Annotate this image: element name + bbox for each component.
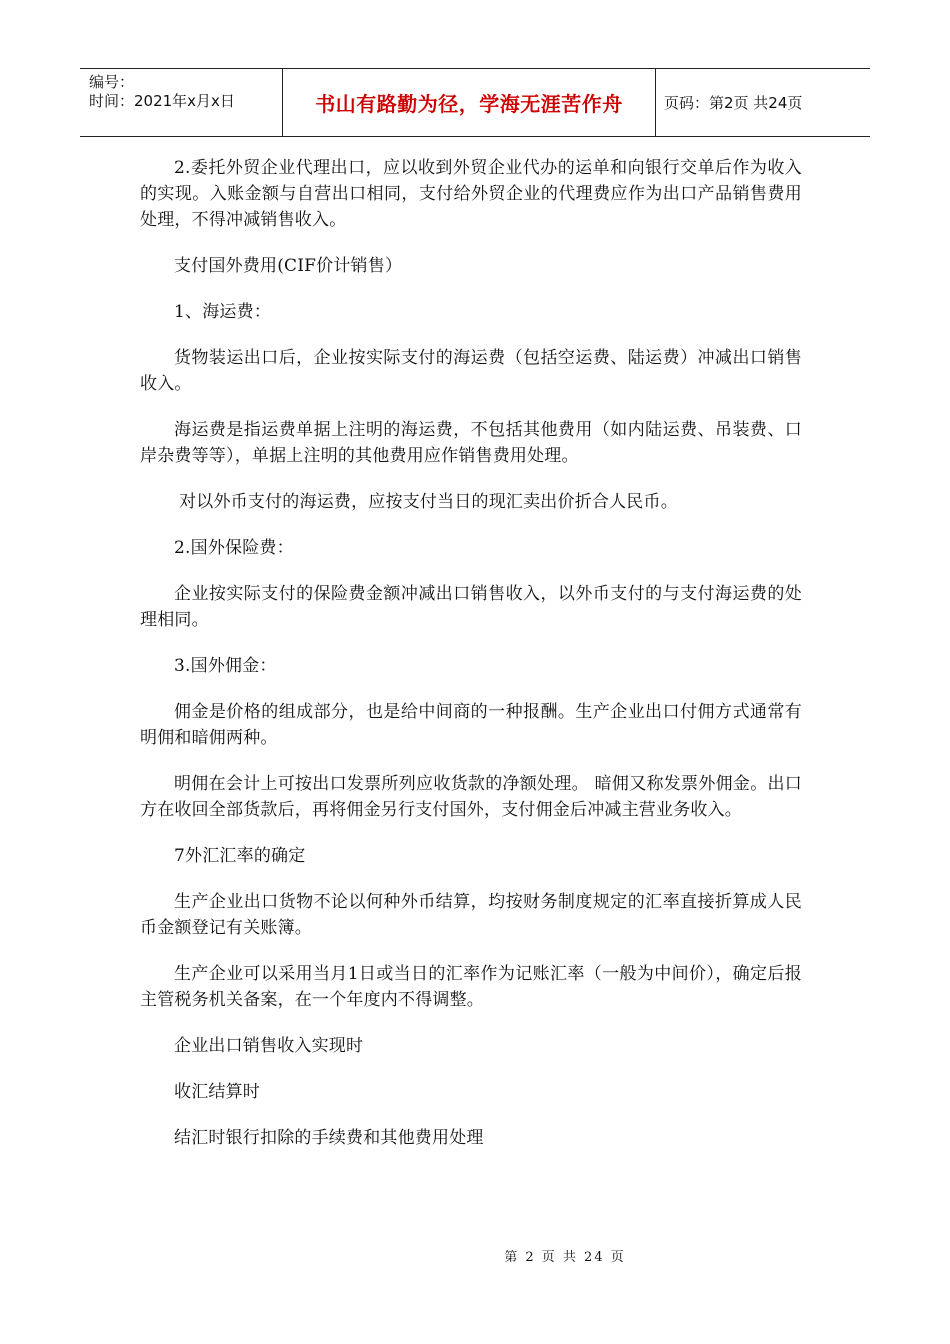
paragraph: 佣金是价格的组成部分，也是给中间商的一种报酬。生产企业出口付佣方式通常有明佣和暗佣两种。 (140, 702, 802, 748)
time-label: 时间：2021年x月x日 (89, 92, 235, 110)
paragraph: 货物装运出口后，企业按实际支付的海运费（包括空运费、陆运费）冲减出口销售收入。 (140, 348, 802, 394)
number-label: 编号： (89, 73, 135, 91)
header-motto: 书山有路勤为径，学海无涯苦作舟 (283, 69, 656, 136)
paragraph: 收汇结算时 (174, 1082, 260, 1102)
page-header (80, 68, 870, 137)
paragraph: 明佣在会计上可按出口发票所列应收货款的净额处理。 暗佣又称发票外佣金。出口方在收回全部货款后，再将佣金另行支付国外，支付佣金后冲减主营业务收入。 (140, 774, 802, 820)
header-meta (80, 69, 283, 136)
paragraph: 海运费是指运费单据上注明的海运费，不包括其他费用（如内陆运费、吊装费、口岸杂费等等），单据上注明的其他费用应作销售费用处理。 (140, 420, 802, 466)
document-body (140, 155, 802, 1171)
paragraph: 对以外币支付的海运费，应按支付当日的现汇卖出价折合人民币。 (179, 492, 678, 512)
paragraph: 企业出口销售收入实现时 (174, 1036, 364, 1056)
paragraph: 3.国外佣金： (174, 656, 277, 676)
paragraph: 结汇时银行扣除的手续费和其他费用处理 (174, 1128, 484, 1148)
paragraph: 7外汇汇率的确定 (174, 846, 306, 866)
paragraph: 支付国外费用(CIF价计销售） (174, 256, 403, 276)
paragraph: 生产企业可以采用当月1日或当日的汇率作为记账汇率（一般为中间价），确定后报主管税务机关备案，在一个年度内不得调整。 (140, 964, 802, 1010)
paragraph: 生产企业出口货物不论以何种外币结算，均按财务制度规定的汇率直接折算成人民币金额登记有关账簿。 (140, 892, 802, 938)
paragraph: 1、海运费： (174, 302, 272, 322)
paragraph: 企业按实际支付的保险费金额冲减出口销售收入，以外币支付的与支付海运费的处理相同。 (140, 584, 802, 630)
paragraph: 2.国外保险费： (174, 538, 294, 558)
paragraph: 2.委托外贸企业代理出口，应以收到外贸企业代办的运单和向银行交单后作为收入的实现。入账金额与自营出口相同，支付给外贸企业的代理费应作为出口产品销售费用处理，不得冲减销售收入。 (140, 158, 802, 230)
page-footer: 第 2 页 共 24 页 (504, 1250, 626, 1265)
header-page-info: 页码：第2页 共24页 (664, 94, 803, 112)
